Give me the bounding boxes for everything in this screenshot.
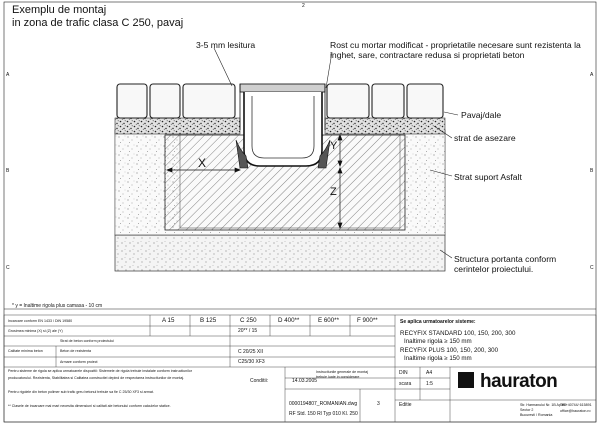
border-letter-left-c: C <box>6 265 10 271</box>
drawing-date: 14.03.2005 <box>292 378 318 384</box>
email: office@hauraton.ro <box>560 409 591 413</box>
dimension-z-label: Z <box>330 186 337 198</box>
callout-structure-line-2: cerintelor proiectului. <box>454 264 534 274</box>
class-b125: B 125 <box>200 317 217 324</box>
border-letter-right-b: B <box>590 168 594 174</box>
border-letter-left-b: B <box>6 168 10 174</box>
callout-grout-line-1: Rost cu mortar modificat - proprietatile necesare sunt rezistenta la <box>330 40 581 50</box>
suitable-system-2: RECYFIX PLUS 100, 150, 200, 300 <box>400 347 499 354</box>
drainage-channel <box>236 84 330 168</box>
suitable-systems-title: Se aplica urmatoarelor sisteme: <box>400 319 476 325</box>
footnote: * y = Inaltime rigola plus camasa - 10 cm <box>12 303 103 309</box>
din-label: DIN <box>399 370 408 376</box>
edition-label: Editie <box>399 402 412 408</box>
legal-text-4: ** Clasele de incarcare mai mari necesita dimensiuni si calitati ale betonului conform calculelor statice. <box>8 404 171 408</box>
legal-text-1: Pentru sisteme de rigola se aplica urmatoarele dispozitii: Sistemele de rigola trebuie instalate conform instructiunilor <box>8 369 192 373</box>
class-c250: C 250 <box>240 317 257 324</box>
class-a15: A 15 <box>162 317 175 324</box>
structure-layer <box>115 235 445 271</box>
din-value: A4 <box>426 370 433 376</box>
address-line-1: Str. Harmanului Nr. 1B Ap.B5 <box>520 403 567 407</box>
callout-grout-line-2: inghet, sare, contractare redusa si proprietati beton <box>330 50 525 60</box>
border-letter-top: 2 <box>302 3 305 9</box>
min-thickness-label: Grosimea minima (X) si (Z) ale (Y) <box>8 329 63 333</box>
paving-stones-right <box>327 84 443 118</box>
suitable-system-1: RECYFIX STANDARD 100, 150, 200, 300 <box>400 330 516 337</box>
drawing-title <box>12 4 183 30</box>
install-instructions-line-2: trebuie luate in considerare <box>316 375 360 379</box>
callout-bedding: strat de asezare <box>454 133 516 143</box>
class-e600: E 600** <box>318 317 339 324</box>
address-line-3: Bucuresti / Romania <box>520 413 553 417</box>
install-instructions-line-1: Instructiunile generale de montaj <box>316 370 368 374</box>
concrete-strength-label: Beton de rezistenta <box>60 349 91 353</box>
document-reference: RF Std. 150 Rl Typ 010 Kl. 250 <box>289 411 358 417</box>
scale-value: 1:5 <box>426 381 433 387</box>
concrete-layer-label: Strat de beton conform proiectului <box>60 339 114 343</box>
bedding-layer-right <box>325 118 445 134</box>
reinforcement-label: Armare conform proiect <box>60 360 98 364</box>
callout-structure <box>454 254 556 274</box>
class-f900: F 900** <box>357 317 378 324</box>
drawing-title-line-2: in zona de trafic clasa C 250, pavaj <box>12 17 184 29</box>
dimension-x-label: X <box>198 156 207 170</box>
conditions-label: Conditii: <box>250 378 269 384</box>
dimension-y-label: Y <box>330 140 338 152</box>
legal-text-3: Pentru rigolele din beton polimer sub trafic greu betonul trebuie sa fie C 25/30 XF3 si armat. <box>8 390 154 394</box>
paving-stones-left <box>117 84 235 118</box>
page-number: 3 <box>377 401 380 407</box>
suitable-system-2-height: Inaltime rigola ≥ 150 mm <box>404 355 472 362</box>
address-line-2: Sector 2 <box>520 408 534 412</box>
legal-text-2: producatorului. Rezistenta, Stabilitatea si Calitatea constructiei depind de respectarea instructiunilor de montaj. <box>8 376 185 380</box>
min-concrete-quality-label: Calitate minima beton <box>8 349 43 353</box>
border-letter-right-a: A <box>590 72 594 78</box>
callout-gap: 3-5 mm lesitura <box>196 40 256 50</box>
callout-grout <box>330 40 581 60</box>
suitable-system-1-height: Inaltime rigola ≥ 150 mm <box>404 338 472 345</box>
drawing-file: 0000194807_ROMANIAN.dwg <box>289 401 358 407</box>
concrete-strength-value: C25/30 XF3 <box>238 359 265 365</box>
brand-logo-text: hauraton <box>480 371 558 392</box>
border-letter-right-c: C <box>590 265 594 271</box>
scale-label: scara <box>399 381 412 387</box>
callout-base: Strat suport Asfalt <box>454 172 522 182</box>
bedding-layer-left <box>115 118 240 134</box>
drawing-title-line-1: Exemplu de montaj <box>12 4 107 16</box>
callout-structure-line-1: Structura portanta conform <box>454 254 557 264</box>
border-letter-left-a: A <box>6 72 10 78</box>
hauraton-logo-icon <box>458 372 474 388</box>
load-class-label: Incarcare conform EN 1433 / DIN 19580 <box>8 319 73 323</box>
min-thickness-value: 20** / 15 <box>238 328 258 334</box>
class-d400: D 400** <box>278 317 300 324</box>
callout-paving: Pavaj/dale <box>461 110 502 120</box>
phone: Tel +40744/ 615891 <box>560 403 592 407</box>
concrete-quality-value: C 20/25 XII <box>238 349 264 355</box>
